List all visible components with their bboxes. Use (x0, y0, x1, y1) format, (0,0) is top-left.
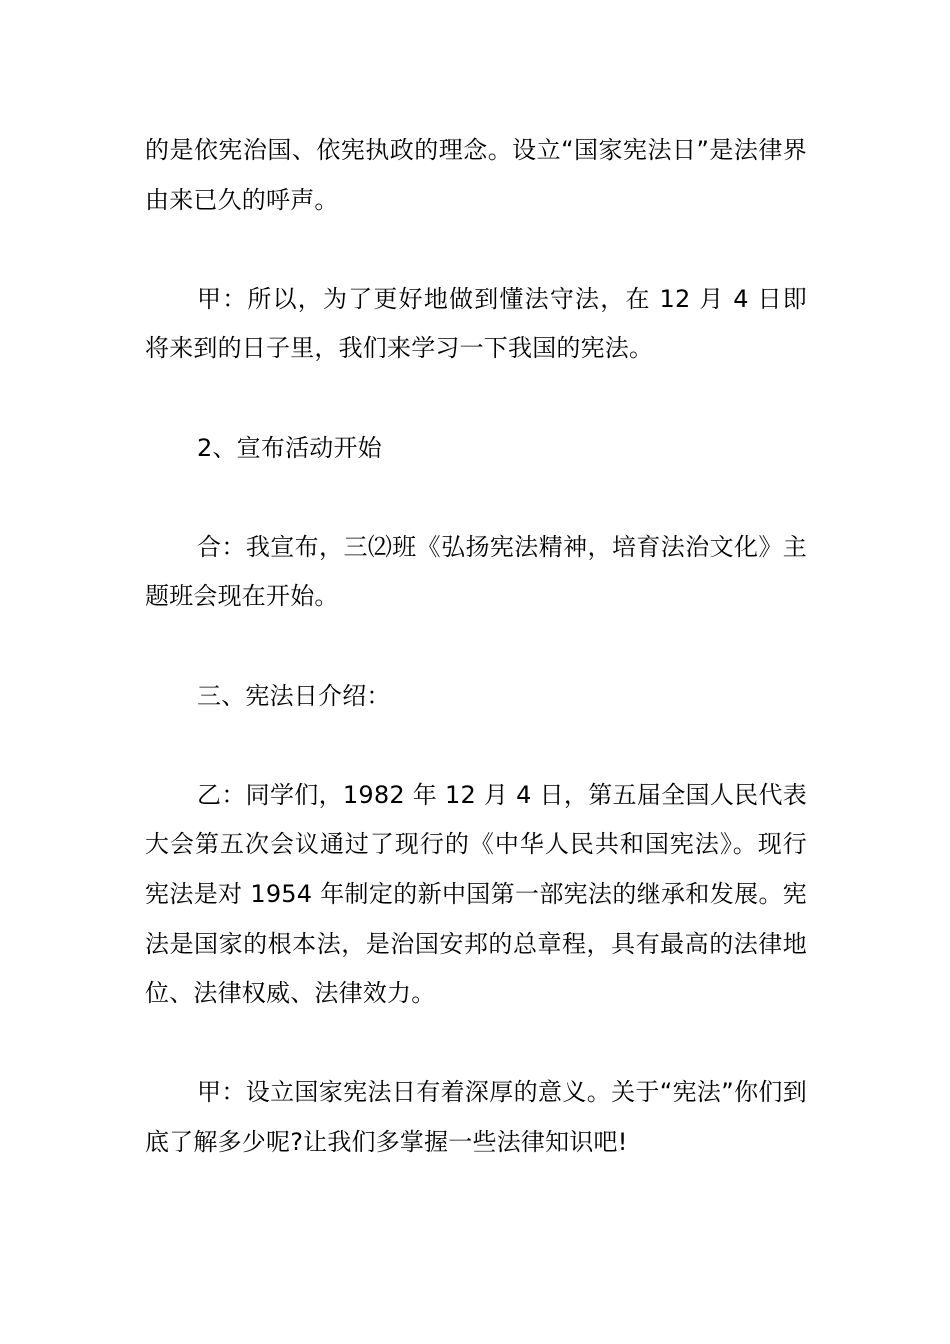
paragraph-continuation: 的是依宪治国、依宪执政的理念。设立“国家宪法日”是法律界由来已久的呼声。 (145, 136, 807, 214)
section-heading-announce: 2、宣布活动开始 (197, 433, 382, 462)
paragraph-yi-history: 乙：同学们，1982 年 12 月 4 日，第五届全国人民代表大会第五次会议通过了现行的《中华人民共和国宪法》。现行宪法是对 1954 年制定的新中国第一部宪法的继承和发展。宪法是国家的根本法，是治国安邦的总章程，具有最高的法律地位、法律权威、法律效力。 (145, 780, 807, 1008)
paragraph-he-announce: 合：我宣布，三⑵班《弘扬宪法精神，培育法治文化》主题班会现在开始。 (145, 532, 807, 611)
paragraph-jia-significance: 甲：设立国家宪法日有着深厚的意义。关于“宪法”你们到底了解多少呢?让我们多掌握一些法律知识吧! (145, 1078, 807, 1156)
section-heading-constitution-day: 三、宪法日介绍： (197, 681, 391, 710)
document-body (145, 126, 807, 1217)
paragraph-jia-intro: 甲：所以，为了更好地做到懂法守法，在 12 月 4 日即将来到的日子里，我们来学习一下我国的宪法。 (145, 284, 807, 363)
